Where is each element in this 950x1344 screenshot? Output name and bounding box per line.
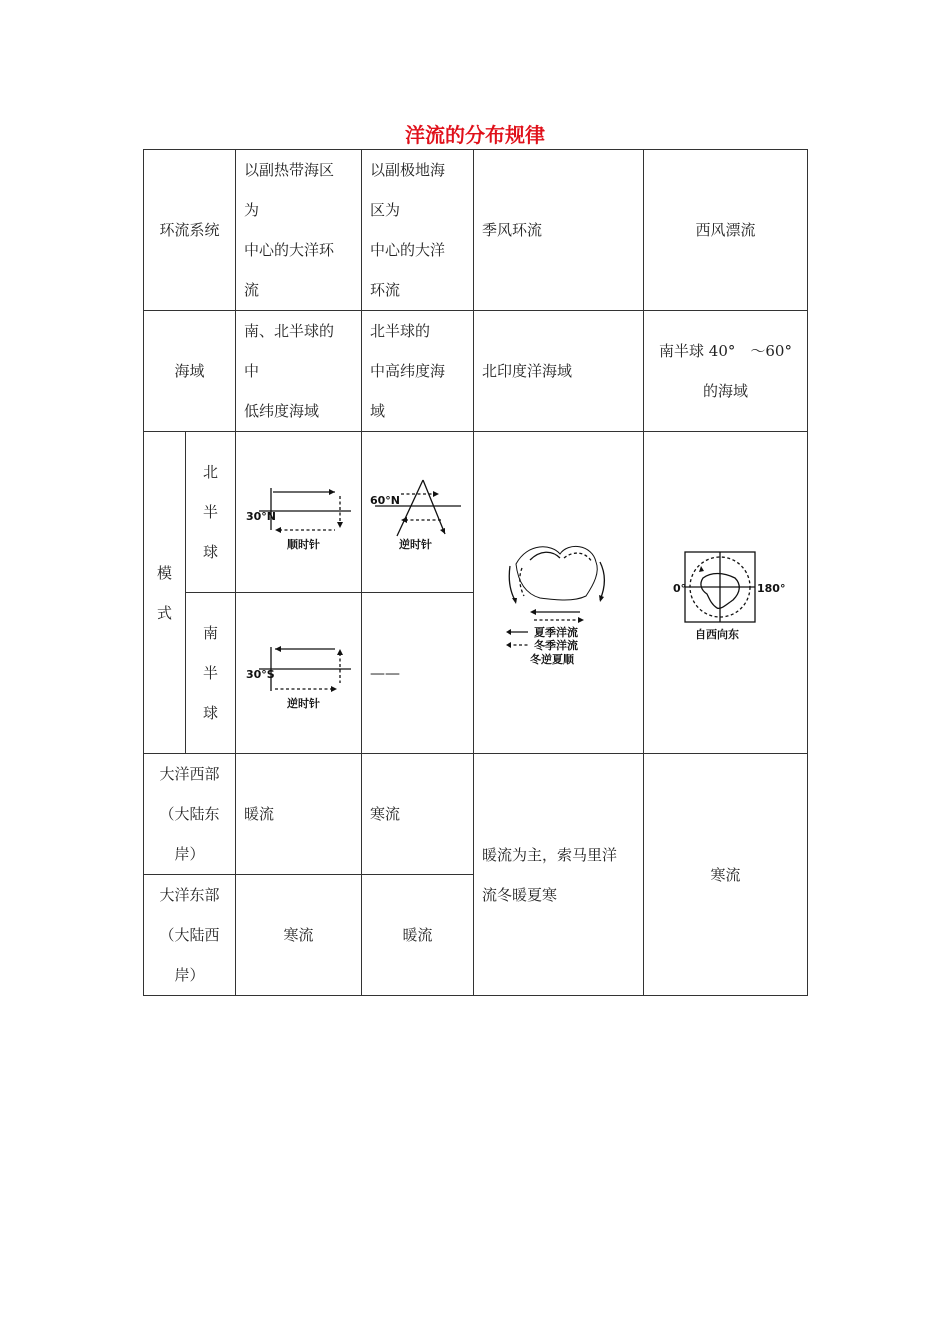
lat-label: 30°N xyxy=(245,510,276,523)
cell-west-subtropical: 暖流 xyxy=(236,754,362,875)
row-header-east: 大洋东部 （大陆西 岸） xyxy=(144,875,236,996)
cell-south-subpolar: —— xyxy=(362,593,474,754)
diagram-monsoon xyxy=(474,432,644,754)
row-header-system: 环流系统 xyxy=(144,150,236,311)
cell-west-westerly: 寒流 xyxy=(644,754,808,996)
cell-east-subtropical: 寒流 xyxy=(236,875,362,996)
cell-west-monsoon: 暖流为主，索马里洋 流冬暖夏寒 xyxy=(474,754,644,996)
diagram-westerly xyxy=(644,432,808,754)
lon-label-left: 0° xyxy=(672,581,686,595)
cell-area-monsoon: 北印度洋海域 xyxy=(474,311,644,432)
diagram-caption: 逆时针 xyxy=(398,538,432,551)
hemisphere-south-label: 南 半 球 xyxy=(186,593,236,754)
cell-system-subtropical: 以副热带海区 为 中心的大洋环 流 xyxy=(236,150,362,311)
cell-area-subtropical: 南、北半球的 中 低纬度海域 xyxy=(236,311,362,432)
lat-label: 30°S xyxy=(245,668,275,681)
row-header-pattern: 模 式 xyxy=(144,432,186,754)
diagram-north-subtropical xyxy=(236,432,362,593)
diagram-caption: 顺时针 xyxy=(286,538,320,551)
cell-area-westerly: 南半球 40° ～60° 的海域 xyxy=(644,311,808,432)
legend-label: 冬季洋流 xyxy=(533,638,578,652)
hemisphere-north-label: 北 半 球 xyxy=(186,432,236,593)
cell-west-subpolar: 寒流 xyxy=(362,754,474,875)
lat-label: 60°N xyxy=(369,494,400,507)
cell-area-subpolar: 北半球的 中高纬度海 域 xyxy=(362,311,474,432)
table-row xyxy=(144,754,808,875)
diagram-north-subpolar xyxy=(362,432,474,593)
diagram-south-subtropical xyxy=(236,593,362,754)
diagram-caption: 自西向东 xyxy=(694,627,739,641)
page-title: 洋流的分布规律 xyxy=(405,123,545,147)
ocean-current-table xyxy=(143,149,808,996)
row-header-area: 海域 xyxy=(144,311,236,432)
table-row xyxy=(144,150,808,311)
cell-system-monsoon: 季风环流 xyxy=(474,150,644,311)
cell-system-subpolar: 以副极地海 区为 中心的大洋 环流 xyxy=(362,150,474,311)
table-row xyxy=(144,432,808,593)
cell-east-subpolar: 暖流 xyxy=(362,875,474,996)
diagram-caption: 逆时针 xyxy=(286,697,320,710)
lon-label-right: 180° xyxy=(756,581,785,595)
table-row xyxy=(144,311,808,432)
cell-system-westerly: 西风漂流 xyxy=(644,150,808,311)
row-header-west: 大洋西部 （大陆东 岸） xyxy=(144,754,236,875)
legend-label: 冬逆夏顺 xyxy=(529,652,574,666)
legend-label: 夏季洋流 xyxy=(533,625,578,639)
